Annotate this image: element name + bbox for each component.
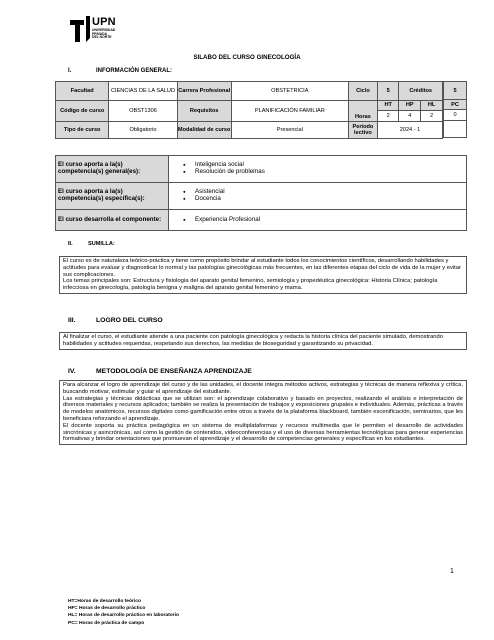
metodologia-paragraph: El docente soporta su práctica pedagógica en un sistema de multiplataformas y recursos multimedia que le permiten el desarrollo de actividades sincrónicas y asincrónicas, así como la gestión de contenidos, videoconferencias y el uso de diversas herramientas tecnológicas para generar experiencias formativas y brindar orientaciones que promuevan el aprendizaje y el desarrollo de competencias generales y específicas en los estudiantes. — [63, 422, 463, 443]
sumilla-paragraph: El curso es de naturaleza teórico-práctica y tiene como propósito brindar al estudiante todos los conocimientos científicos, desarrollando habilidades y actitudes para evaluar y diagnosticar lo normal y las patologías ginecológicas más frecuentes, en las diferentes etapas del ciclo de vida de la mujer y evitar sus complicaciones. — [63, 258, 461, 278]
hours-legend — [68, 598, 179, 627]
periodo-value-tail — [443, 121, 467, 138]
logro-text: Al finalizar el curso, el estudiante atiende a una paciente con patología ginecológica y redacta la historia clínica del paciente simulado, demostrando habilidades y actitudes requeridas, respetando sus derechos, las medidas de bioseguridad y garantizando su privacidad. — [63, 334, 443, 347]
list-item: ● Inteligencia social — [183, 162, 462, 169]
upn-logo — [70, 16, 120, 46]
section-title: INFORMACIÓN GENERAL: — [96, 68, 172, 74]
competency-row — [56, 156, 467, 183]
upn-logo-mark-icon — [70, 16, 92, 44]
info-table-right-column — [443, 81, 467, 138]
requisitos-value: PLANIFICACIÓN FAMILIAR — [231, 101, 348, 122]
carrera-value: OBSTETRICIA — [231, 82, 348, 101]
sumilla-paragraph: Los temas principales son: Estructura y fisiología del aparato genital femenino, semiología y propedéutica ginecológica: Historia Clínica; patología infecciosa en ginecología, patología benigna y maligna del aparato genital femenino y mama. — [63, 278, 438, 292]
metodologia-box — [59, 380, 467, 445]
ciclo-value: 5 — [377, 82, 398, 101]
legend-item: PC= Horas de práctica de campo — [68, 620, 145, 626]
hours-header-hl: HL — [421, 101, 443, 111]
section-metodologia-heading — [68, 368, 252, 375]
creditos-cell — [399, 82, 443, 101]
competency-row — [56, 183, 467, 210]
creditos-value: 5 — [443, 81, 467, 100]
logo-wordmark: UPN — [92, 16, 116, 28]
page-number: 1 — [450, 568, 454, 575]
section-number: III. — [68, 317, 76, 324]
hours-header-ht: HT — [377, 101, 398, 111]
competencies-table — [55, 155, 467, 231]
section-number: I. — [68, 68, 72, 74]
logo-subtext-1: UNIVERSIDAD — [92, 28, 116, 32]
codigo-value: OBST1306 — [109, 101, 177, 122]
requisitos-label: Requisitos — [177, 101, 231, 122]
metodologia-paragraph: Las estrategias y técnicas didácticas que se utilizan son: el aprendizaje colaborativo y basado en proyectos, realizando el análisis e interpretación de diversos materiales y recursos aplicados; también se realiza la presentación de trabajos y exposiciones grupales e individuales. Además, prácticas a través de modelos anatómicos, recursos digitales como gamificación entre otros a través de la plataforma blackboard, también escenificación, seminarios, que les beneficiara reforzando el aprendizaje. — [63, 395, 463, 422]
competency-specific-list — [183, 189, 462, 203]
list-item: ● Resolución de problemas — [183, 169, 462, 176]
competency-general-list — [183, 162, 462, 176]
logo-subtext-2: PRIVADA — [92, 31, 108, 36]
ciclo-label: Ciclo — [348, 82, 377, 101]
legend-item: HP= Horas de desarrollo práctico — [68, 606, 146, 612]
hours-value-hp: 4 — [399, 111, 421, 122]
component-label: El curso desarrolla el componente: — [56, 210, 169, 231]
facultad-value: CIENCIAS DE LA SALUD — [109, 82, 177, 101]
creditos-label: Créditos — [409, 87, 433, 94]
competency-general-cell — [169, 156, 467, 183]
carrera-label: Carrera Profesional — [177, 82, 231, 101]
logro-box — [59, 332, 467, 350]
section-title: METODOLOGÍA DE ENSEÑANZA APRENDIZAJE — [96, 368, 252, 375]
document-title: SILABO DEL CURSO GINECOLOGÍA — [193, 54, 301, 61]
list-item: ● Docencia — [183, 196, 462, 203]
competency-specific-label: El curso aporta a la(s) competencia(s) específica(s): — [56, 183, 169, 210]
periodo-value: 2024 - 1 — [377, 122, 442, 139]
general-info-table — [55, 81, 443, 139]
list-item: ● Experiencia Profesional — [183, 217, 462, 224]
section-title: SUMILLA: — [88, 241, 115, 247]
hours-value-hl: 2 — [421, 111, 443, 122]
horas-label: Horas — [348, 101, 377, 122]
codigo-label: Código de curso — [56, 101, 109, 122]
list-item: ● Asistencial — [183, 189, 462, 196]
hours-value-ht: 2 — [377, 111, 398, 122]
section-title: LOGRO DEL CURSO — [96, 317, 163, 324]
modalidad-value: Presencial — [231, 122, 348, 139]
section-sumilla-heading — [68, 241, 115, 247]
section-general-info-heading — [68, 68, 172, 74]
section-number: II. — [68, 241, 73, 247]
component-list — [183, 217, 462, 224]
periodo-label: Periodo lectivo — [348, 122, 377, 139]
sumilla-box — [59, 256, 467, 294]
metodologia-paragraph: Para alcanzar el logro de aprendizaje del curso y de las unidades, el docente integra métodos activos, estrategias y técnicas de manera reflexiva y crítica, buscando motivar, estimular y guiar el aprendizaje del estudiante. — [63, 382, 463, 395]
competency-row — [56, 210, 467, 231]
hours-header-hp: HP — [399, 101, 421, 111]
legend-item: HT=Horas de desarrollo teórico — [68, 599, 141, 604]
competency-specific-cell — [169, 183, 467, 210]
logo-subtext-3: DEL NORTE — [92, 35, 112, 40]
legend-item: HL= Horas de desarrollo práctico en laboratorio — [68, 613, 180, 619]
tipo-value: Obligatorio — [109, 122, 177, 139]
hours-value-pc: 0 — [443, 110, 467, 121]
component-cell — [169, 210, 467, 231]
facultad-label: Facultad — [56, 82, 109, 101]
modalidad-label: Modalidad de curso — [177, 122, 231, 139]
competency-general-label: El curso aporta a la(s) competencia(s) general(es): — [56, 156, 169, 183]
section-logro-heading — [68, 317, 163, 324]
section-number: IV. — [68, 368, 76, 375]
hours-header-pc: PC — [443, 100, 467, 110]
tipo-label: Tipo de curso — [56, 122, 109, 139]
